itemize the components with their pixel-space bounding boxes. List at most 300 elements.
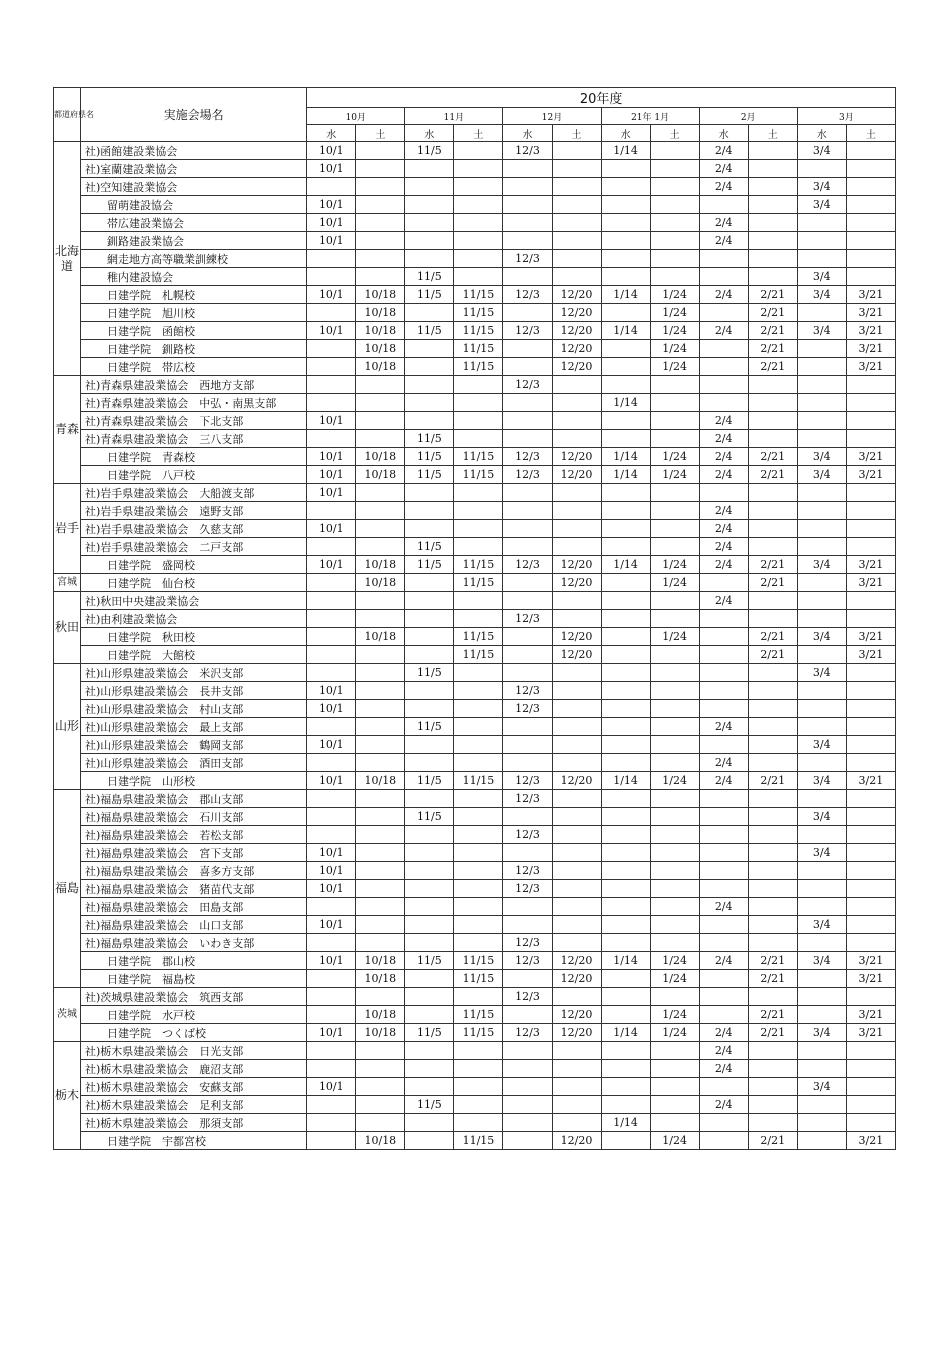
exam-date-cell — [601, 160, 650, 178]
exam-date-cell: 2/4 — [699, 322, 748, 340]
exam-date-cell: 12/3 — [503, 142, 552, 160]
exam-date-cell: 3/21 — [846, 646, 895, 664]
exam-date-cell — [503, 754, 552, 772]
exam-date-cell — [454, 610, 503, 628]
exam-date-cell: 11/15 — [454, 1006, 503, 1024]
exam-date-cell — [601, 718, 650, 736]
exam-date-cell — [797, 340, 846, 358]
exam-date-cell — [454, 430, 503, 448]
exam-date-cell — [552, 520, 601, 538]
exam-date-cell — [846, 1042, 895, 1060]
exam-date-cell — [797, 304, 846, 322]
exam-date-cell — [454, 880, 503, 898]
exam-date-cell — [748, 934, 797, 952]
exam-date-cell — [454, 736, 503, 754]
exam-date-cell — [650, 682, 699, 700]
exam-date-cell: 3/4 — [797, 772, 846, 790]
venue-cell: 社)空知建設業協会 — [81, 178, 307, 196]
exam-date-cell — [356, 178, 405, 196]
exam-date-cell — [307, 1042, 356, 1060]
exam-date-cell — [356, 412, 405, 430]
exam-date-cell — [552, 718, 601, 736]
venue-cell: 社)青森県建設業協会 中弘・南黒支部 — [81, 394, 307, 412]
exam-date-cell: 10/1 — [307, 556, 356, 574]
exam-date-cell: 1/24 — [650, 466, 699, 484]
exam-date-cell — [650, 142, 699, 160]
exam-date-cell — [797, 1114, 846, 1132]
exam-date-cell: 2/21 — [748, 1006, 797, 1024]
month-header: 12月 — [503, 108, 601, 125]
exam-date-cell — [748, 682, 797, 700]
exam-date-cell — [797, 682, 846, 700]
exam-date-cell: 1/14 — [601, 286, 650, 304]
exam-date-cell — [454, 1042, 503, 1060]
exam-date-cell — [846, 682, 895, 700]
exam-date-cell — [797, 412, 846, 430]
exam-date-cell: 2/4 — [699, 430, 748, 448]
exam-date-cell — [552, 268, 601, 286]
exam-date-cell — [846, 754, 895, 772]
exam-date-cell — [503, 196, 552, 214]
exam-date-cell — [307, 898, 356, 916]
exam-date-cell — [503, 898, 552, 916]
exam-date-cell — [552, 880, 601, 898]
exam-date-cell: 12/20 — [552, 1024, 601, 1042]
weekday-header: 土 — [552, 125, 601, 142]
venue-cell: 社)由利建設業協会 — [81, 610, 307, 628]
exam-date-cell — [846, 718, 895, 736]
exam-date-cell: 1/14 — [601, 142, 650, 160]
exam-date-cell — [748, 898, 797, 916]
exam-date-cell — [699, 880, 748, 898]
exam-date-cell: 11/15 — [454, 304, 503, 322]
exam-date-cell — [797, 358, 846, 376]
exam-date-cell: 12/3 — [503, 988, 552, 1006]
exam-date-cell — [797, 538, 846, 556]
exam-date-cell: 10/1 — [307, 844, 356, 862]
exam-date-cell — [699, 196, 748, 214]
exam-date-cell: 11/5 — [405, 808, 454, 826]
exam-date-cell — [454, 376, 503, 394]
exam-date-cell: 3/4 — [797, 466, 846, 484]
exam-date-cell — [356, 718, 405, 736]
exam-date-cell: 2/21 — [748, 358, 797, 376]
exam-date-cell — [797, 520, 846, 538]
venue-cell: 社)青森県建設業協会 三八支部 — [81, 430, 307, 448]
exam-date-cell — [356, 1114, 405, 1132]
exam-date-cell — [454, 1096, 503, 1114]
exam-date-cell: 10/1 — [307, 520, 356, 538]
exam-date-cell: 10/1 — [307, 880, 356, 898]
exam-date-cell — [356, 1042, 405, 1060]
exam-date-cell — [846, 142, 895, 160]
exam-date-cell — [748, 844, 797, 862]
exam-date-cell — [846, 916, 895, 934]
exam-date-cell — [797, 214, 846, 232]
table-row — [54, 934, 896, 952]
exam-date-cell — [454, 142, 503, 160]
month-header: 21年 1月 — [601, 108, 699, 125]
exam-date-cell: 12/3 — [503, 952, 552, 970]
table-row — [54, 772, 896, 790]
month-header: 3月 — [797, 108, 895, 125]
exam-date-cell — [748, 1114, 797, 1132]
exam-date-cell — [356, 808, 405, 826]
prefecture-cell: 秋田 — [54, 592, 81, 664]
exam-date-cell: 11/5 — [405, 718, 454, 736]
exam-date-cell: 2/21 — [748, 556, 797, 574]
venue-cell: 日建学院 函館校 — [81, 322, 307, 340]
exam-date-cell: 3/4 — [797, 322, 846, 340]
exam-date-cell: 11/5 — [405, 322, 454, 340]
exam-date-cell — [846, 844, 895, 862]
exam-date-cell — [503, 268, 552, 286]
exam-date-cell — [356, 790, 405, 808]
exam-date-cell — [650, 250, 699, 268]
exam-date-cell: 10/18 — [356, 340, 405, 358]
table-row — [54, 682, 896, 700]
table-row — [54, 700, 896, 718]
exam-date-cell — [650, 430, 699, 448]
exam-date-cell — [405, 214, 454, 232]
venue-cell: 日建学院 帯広校 — [81, 358, 307, 376]
weekday-header: 水 — [307, 125, 356, 142]
exam-date-cell: 12/3 — [503, 790, 552, 808]
exam-date-cell — [797, 898, 846, 916]
exam-date-cell — [405, 250, 454, 268]
exam-date-cell: 2/4 — [699, 952, 748, 970]
exam-date-cell — [356, 520, 405, 538]
exam-date-cell — [748, 142, 797, 160]
venue-cell: 日建学院 旭川校 — [81, 304, 307, 322]
venue-cell: 日建学院 水戸校 — [81, 1006, 307, 1024]
exam-date-cell: 10/18 — [356, 1132, 405, 1150]
exam-date-cell — [503, 160, 552, 178]
exam-date-cell: 2/21 — [748, 574, 797, 592]
exam-date-cell: 3/4 — [797, 952, 846, 970]
table-row — [54, 628, 896, 646]
exam-date-cell — [454, 178, 503, 196]
exam-date-cell: 11/5 — [405, 1096, 454, 1114]
exam-date-cell — [552, 196, 601, 214]
exam-date-cell — [503, 502, 552, 520]
exam-date-cell: 12/3 — [503, 772, 552, 790]
exam-date-cell: 11/15 — [454, 574, 503, 592]
exam-date-cell: 2/21 — [748, 1132, 797, 1150]
exam-date-cell — [552, 736, 601, 754]
exam-date-cell — [650, 898, 699, 916]
month-header: 10月 — [307, 108, 405, 125]
exam-date-cell — [650, 880, 699, 898]
exam-date-cell: 10/1 — [307, 286, 356, 304]
table-row — [54, 304, 896, 322]
table-row — [54, 898, 896, 916]
exam-date-cell — [307, 430, 356, 448]
exam-date-cell — [503, 1096, 552, 1114]
exam-date-cell: 3/4 — [797, 178, 846, 196]
venue-cell: 社)栃木県建設業協会 足利支部 — [81, 1096, 307, 1114]
exam-date-cell: 3/21 — [846, 970, 895, 988]
exam-date-cell — [503, 574, 552, 592]
table-row — [54, 646, 896, 664]
exam-date-cell — [454, 214, 503, 232]
venue-cell: 社)岩手県建設業協会 二戸支部 — [81, 538, 307, 556]
exam-date-cell — [552, 1078, 601, 1096]
exam-date-cell: 11/15 — [454, 1024, 503, 1042]
exam-date-cell — [699, 340, 748, 358]
exam-date-cell: 11/15 — [454, 952, 503, 970]
exam-date-cell — [846, 268, 895, 286]
exam-date-cell — [552, 430, 601, 448]
table-row — [54, 916, 896, 934]
exam-date-cell — [405, 304, 454, 322]
venue-cell: 日建学院 八戸校 — [81, 466, 307, 484]
exam-date-cell — [307, 538, 356, 556]
exam-date-cell: 1/24 — [650, 322, 699, 340]
exam-date-cell — [307, 646, 356, 664]
exam-date-cell — [601, 268, 650, 286]
exam-date-cell — [454, 988, 503, 1006]
exam-date-cell — [307, 1132, 356, 1150]
exam-date-cell — [748, 232, 797, 250]
exam-date-cell — [552, 808, 601, 826]
exam-date-cell — [650, 754, 699, 772]
exam-date-cell — [650, 268, 699, 286]
exam-date-cell: 1/24 — [650, 772, 699, 790]
table-row — [54, 952, 896, 970]
exam-date-cell: 2/4 — [699, 232, 748, 250]
exam-date-cell — [503, 916, 552, 934]
table-row — [54, 844, 896, 862]
exam-date-cell — [797, 862, 846, 880]
exam-date-cell — [650, 232, 699, 250]
venue-cell: 社)岩手県建設業協会 遠野支部 — [81, 502, 307, 520]
exam-date-cell — [748, 754, 797, 772]
table-row — [54, 1132, 896, 1150]
exam-date-cell — [699, 1006, 748, 1024]
exam-date-cell — [356, 880, 405, 898]
exam-date-cell — [601, 178, 650, 196]
exam-date-cell — [405, 682, 454, 700]
exam-date-cell — [503, 592, 552, 610]
exam-date-cell: 2/21 — [748, 448, 797, 466]
table-row — [54, 160, 896, 178]
prefecture-cell: 栃木 — [54, 1042, 81, 1150]
exam-date-cell: 3/21 — [846, 448, 895, 466]
weekday-header: 水 — [503, 125, 552, 142]
exam-date-cell: 12/20 — [552, 1132, 601, 1150]
exam-date-cell — [503, 340, 552, 358]
weekday-header: 土 — [454, 125, 503, 142]
prefecture-cell: 山形 — [54, 664, 81, 790]
exam-date-cell — [846, 1078, 895, 1096]
exam-date-cell — [356, 1060, 405, 1078]
exam-date-cell: 11/15 — [454, 970, 503, 988]
exam-date-cell — [356, 502, 405, 520]
exam-date-cell — [846, 484, 895, 502]
exam-date-cell: 12/3 — [503, 376, 552, 394]
exam-date-cell — [748, 988, 797, 1006]
exam-date-cell — [748, 736, 797, 754]
exam-date-cell — [846, 538, 895, 556]
exam-date-cell — [454, 682, 503, 700]
exam-date-cell — [601, 484, 650, 502]
month-header: 11月 — [405, 108, 503, 125]
exam-date-cell — [748, 412, 797, 430]
exam-date-cell — [307, 610, 356, 628]
table-row — [54, 1096, 896, 1114]
exam-date-cell — [797, 826, 846, 844]
exam-date-cell — [846, 1096, 895, 1114]
exam-date-cell — [650, 736, 699, 754]
exam-date-cell — [405, 610, 454, 628]
exam-date-cell — [601, 1006, 650, 1024]
exam-date-cell — [601, 1042, 650, 1060]
exam-date-cell: 1/24 — [650, 448, 699, 466]
exam-date-cell — [846, 862, 895, 880]
exam-date-cell: 12/3 — [503, 880, 552, 898]
exam-date-cell — [503, 358, 552, 376]
exam-date-cell: 12/3 — [503, 250, 552, 268]
exam-date-cell: 2/4 — [699, 214, 748, 232]
exam-date-cell — [748, 718, 797, 736]
exam-date-cell: 11/15 — [454, 358, 503, 376]
weekday-header: 水 — [405, 125, 454, 142]
table-row — [54, 340, 896, 358]
venue-cell: 社)福島県建設業協会 田島支部 — [81, 898, 307, 916]
exam-date-cell — [405, 394, 454, 412]
exam-date-cell: 12/20 — [552, 358, 601, 376]
exam-date-cell — [454, 538, 503, 556]
exam-date-cell — [307, 394, 356, 412]
exam-date-cell: 2/21 — [748, 286, 797, 304]
venue-cell: 社)秋田中央建設業協会 — [81, 592, 307, 610]
exam-date-cell: 3/4 — [797, 142, 846, 160]
exam-date-cell: 11/5 — [405, 286, 454, 304]
venue-cell: 社)青森県建設業協会 下北支部 — [81, 412, 307, 430]
exam-date-cell: 12/3 — [503, 826, 552, 844]
exam-date-cell — [454, 484, 503, 502]
exam-date-cell: 10/18 — [356, 1006, 405, 1024]
exam-date-cell — [454, 520, 503, 538]
exam-date-cell — [503, 178, 552, 196]
exam-date-cell — [797, 610, 846, 628]
exam-date-cell — [552, 916, 601, 934]
exam-date-cell — [650, 862, 699, 880]
exam-date-cell: 2/4 — [699, 592, 748, 610]
exam-date-cell — [307, 502, 356, 520]
exam-date-cell: 12/3 — [503, 448, 552, 466]
exam-date-cell — [405, 1060, 454, 1078]
exam-date-cell: 1/24 — [650, 628, 699, 646]
exam-date-cell — [405, 736, 454, 754]
exam-date-cell — [552, 1114, 601, 1132]
exam-date-cell — [307, 340, 356, 358]
venue-cell: 留萌建設協会 — [81, 196, 307, 214]
exam-date-cell: 10/1 — [307, 196, 356, 214]
exam-date-cell: 2/4 — [699, 772, 748, 790]
exam-date-cell — [601, 826, 650, 844]
exam-date-cell — [454, 862, 503, 880]
exam-date-cell: 3/21 — [846, 628, 895, 646]
exam-date-cell — [601, 916, 650, 934]
exam-date-cell — [699, 808, 748, 826]
exam-date-cell — [797, 1042, 846, 1060]
exam-date-cell: 2/21 — [748, 970, 797, 988]
exam-date-cell — [405, 754, 454, 772]
exam-date-cell — [552, 232, 601, 250]
exam-date-cell — [405, 340, 454, 358]
exam-date-cell: 11/5 — [405, 268, 454, 286]
exam-date-cell — [356, 250, 405, 268]
exam-date-cell — [846, 934, 895, 952]
exam-date-cell: 1/24 — [650, 304, 699, 322]
exam-date-cell: 12/20 — [552, 952, 601, 970]
exam-date-cell — [405, 520, 454, 538]
exam-date-cell — [699, 484, 748, 502]
exam-date-cell: 2/4 — [699, 142, 748, 160]
exam-date-cell: 10/1 — [307, 322, 356, 340]
venue-cell: 社)山形県建設業協会 酒田支部 — [81, 754, 307, 772]
exam-date-cell: 2/21 — [748, 322, 797, 340]
table-row — [54, 1024, 896, 1042]
schedule-table — [53, 87, 896, 1150]
exam-date-cell: 12/3 — [503, 862, 552, 880]
table-row — [54, 1006, 896, 1024]
exam-date-cell: 1/14 — [601, 772, 650, 790]
exam-date-cell — [307, 628, 356, 646]
exam-date-cell: 2/4 — [699, 466, 748, 484]
table-row — [54, 1060, 896, 1078]
weekday-header: 水 — [797, 125, 846, 142]
exam-date-cell — [601, 880, 650, 898]
exam-date-cell — [846, 160, 895, 178]
venue-cell: 社)福島県建設業協会 郡山支部 — [81, 790, 307, 808]
exam-date-cell — [503, 520, 552, 538]
exam-date-cell — [846, 664, 895, 682]
exam-date-cell — [650, 718, 699, 736]
exam-date-cell: 1/14 — [601, 1024, 650, 1042]
exam-date-cell — [356, 1096, 405, 1114]
venue-cell: 網走地方高等職業訓練校 — [81, 250, 307, 268]
venue-cell: 日建学院 釧路校 — [81, 340, 307, 358]
exam-date-cell — [356, 142, 405, 160]
exam-date-cell: 10/1 — [307, 952, 356, 970]
exam-date-cell — [846, 988, 895, 1006]
exam-date-cell: 3/4 — [797, 736, 846, 754]
exam-date-cell — [454, 196, 503, 214]
exam-date-cell — [601, 610, 650, 628]
exam-date-cell — [797, 880, 846, 898]
exam-date-cell — [601, 250, 650, 268]
exam-date-cell — [503, 214, 552, 232]
table-row — [54, 286, 896, 304]
exam-date-cell — [454, 826, 503, 844]
exam-date-cell: 2/4 — [699, 178, 748, 196]
table-row — [54, 250, 896, 268]
table-row — [54, 826, 896, 844]
exam-date-cell: 2/21 — [748, 952, 797, 970]
exam-date-cell — [356, 1078, 405, 1096]
table-row — [54, 142, 896, 160]
exam-date-cell: 11/5 — [405, 952, 454, 970]
exam-date-cell — [748, 430, 797, 448]
exam-date-cell — [601, 304, 650, 322]
venue-cell: 帯広建設業協会 — [81, 214, 307, 232]
table-row — [54, 538, 896, 556]
exam-date-cell — [503, 628, 552, 646]
exam-date-cell — [601, 376, 650, 394]
